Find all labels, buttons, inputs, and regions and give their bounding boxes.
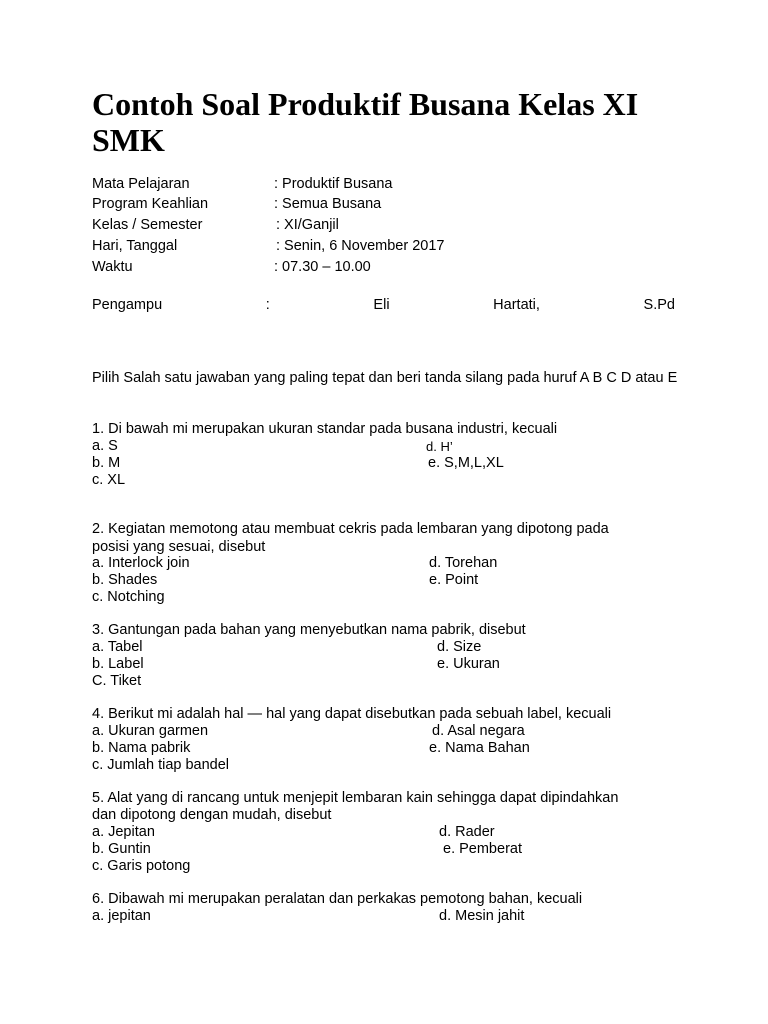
info-value-waktu: : 07.30 – 10.00	[274, 259, 371, 275]
q2-option-b: b. Shades	[92, 572, 158, 588]
q3-option-e: e. Ukuran	[437, 656, 500, 672]
q1-option-e: e. S,M,L,XL	[428, 455, 504, 471]
info-value-hari-tanggal: : Senin, 6 November 2017	[276, 238, 445, 254]
info-label-mata-pelajaran: Mata Pelajaran	[92, 176, 190, 192]
q3-option-b: b. Label	[92, 656, 144, 672]
pengampu-name-last: Hartati,	[493, 297, 540, 313]
q1-option-c: c. XL	[92, 472, 126, 488]
q1-option-d: d. H’	[426, 439, 453, 454]
info-value-mata-pelajaran: : Produktif Busana	[274, 176, 393, 192]
info-label-kelas-semester: Kelas / Semester	[92, 217, 203, 233]
instruction-text: Pilih Salah satu jawaban yang paling tepat dan beri tanda silang pada huruf A B C D atau E	[92, 370, 678, 386]
q5-option-e: e. Pemberat	[443, 841, 522, 857]
q4-option-c: c. Jumlah tiap bandel	[92, 757, 230, 773]
q4-option-d: d. Asal negara	[432, 723, 525, 739]
q2-option-a: a. Interlock join	[92, 555, 190, 571]
pengampu-row	[92, 297, 675, 314]
question-1: 1. Di bawah mi merupakan ukuran standar pada busana industri, kecuali	[92, 421, 558, 437]
question-2-line-2: posisi yang sesuai, disebut	[92, 539, 266, 555]
q2-option-c: c. Notching	[92, 589, 165, 605]
question-4: 4. Berikut mi adalah hal — hal yang dapat disebutkan pada sebuah label, kecuali	[92, 706, 612, 722]
info-label-waktu: Waktu	[92, 259, 133, 275]
question-6: 6. Dibawah mi merupakan peralatan dan perkakas pemotong bahan, kecuali	[92, 891, 583, 907]
q2-option-d: d. Torehan	[429, 555, 498, 571]
q3-option-d: d. Size	[437, 639, 482, 655]
q2-option-e: e. Point	[429, 572, 479, 588]
info-value-kelas-semester: : XI/Ganjil	[276, 217, 339, 233]
question-3: 3. Gantungan pada bahan yang menyebutkan nama pabrik, disebut	[92, 622, 526, 638]
question-5-line-2: dan dipotong dengan mudah, disebut	[92, 807, 332, 823]
q5-option-d: d. Rader	[439, 824, 495, 840]
q5-option-a: a. Jepitan	[92, 824, 155, 840]
q3-option-a: a. Tabel	[92, 639, 143, 655]
pengampu-colon: :	[265, 297, 270, 313]
q6-option-d: d. Mesin jahit	[439, 908, 525, 924]
q5-option-b: b. Guntin	[92, 841, 151, 857]
q4-option-a: a. Ukuran garmen	[92, 723, 209, 739]
q1-option-b: b. M	[92, 455, 121, 471]
q3-option-c: C. Tiket	[92, 673, 142, 689]
q6-option-a: a. jepitan	[92, 908, 151, 924]
question-5-line-1: 5. Alat yang di rancang untuk menjepit lembaran kain sehingga dapat dipindahkan	[92, 790, 619, 806]
q4-option-e: e. Nama Bahan	[429, 740, 530, 756]
pengampu-name-first: Eli	[373, 297, 390, 313]
info-label-hari-tanggal: Hari, Tanggal	[92, 238, 178, 254]
pengampu-label: Pengampu	[92, 297, 163, 313]
info-value-program-keahlian: : Semua Busana	[274, 196, 382, 212]
info-label-program-keahlian: Program Keahlian	[92, 196, 209, 212]
q5-option-c: c. Garis potong	[92, 858, 191, 874]
question-2-line-1: 2. Kegiatan memotong atau membuat cekris pada lembaran yang dipotong pada	[92, 521, 609, 537]
pengampu-degree: S.Pd	[643, 297, 675, 313]
q1-option-a: a. S	[92, 438, 118, 454]
page-title: Contoh Soal Produktif Busana Kelas XI SMK	[92, 86, 639, 158]
q4-option-b: b. Nama pabrik	[92, 740, 191, 756]
